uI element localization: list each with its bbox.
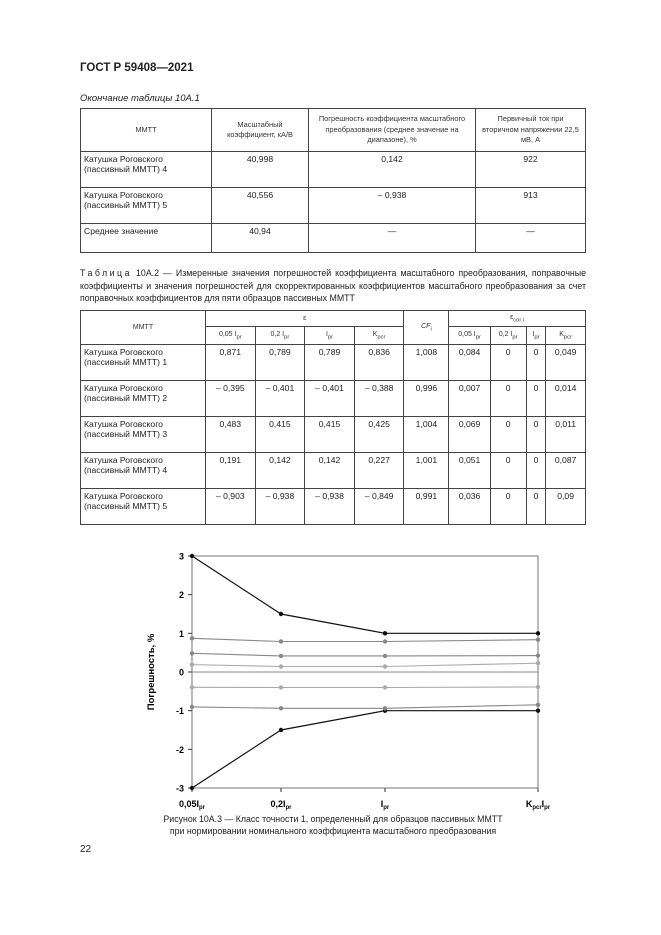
table-cell: 0,087: [546, 453, 586, 489]
table-cell: 0: [490, 417, 526, 453]
series-line: [192, 638, 538, 641]
table-cell: —: [476, 224, 586, 253]
x-tick-label: $0,05I_{pr}$: [178, 799, 206, 811]
table2-subheader: $I_{pr}$: [526, 327, 546, 345]
y-tick-label: -3: [175, 783, 184, 794]
table-cell: 0: [490, 381, 526, 417]
table-row: [81, 345, 586, 381]
table-cell: 913: [476, 188, 586, 224]
table-cell: 1,008: [404, 345, 449, 381]
table-10a1: [80, 108, 586, 253]
table-row: [81, 152, 586, 188]
y-tick-label: 3: [178, 551, 184, 562]
table-cell: 0,991: [404, 489, 449, 525]
table-cell: 0,142: [255, 453, 305, 489]
table2-title: [80, 267, 586, 305]
table-cell: – 0,938: [309, 188, 476, 224]
data-point: [190, 651, 194, 655]
table1-header: Масштабный коэффициент, кА/В: [212, 109, 309, 152]
data-point: [190, 554, 194, 558]
table-cell: 40,556: [212, 188, 309, 224]
table2-header-mmtt: ММТТ: [81, 311, 206, 345]
data-point: [279, 728, 283, 732]
table1-header: Погрешность коэффициента масштабного преобразования (среднее значение на диапазоне), %: [309, 109, 476, 152]
series-line: [192, 687, 538, 688]
data-point: [190, 705, 194, 709]
table-cell: – 0,388: [354, 381, 404, 417]
table-10a2: [80, 310, 586, 525]
table2-subheader: $K_{pcr}$: [546, 327, 586, 345]
document-header: ГОСТ Р 59408—2021: [80, 62, 194, 74]
table-cell: 0,836: [354, 345, 404, 381]
page-number: 22: [80, 844, 92, 855]
table-cell: 1,004: [404, 417, 449, 453]
table-cell: 0,789: [305, 345, 355, 381]
table-cell: Катушка Роговского (пассивный ММТТ) 2: [81, 381, 206, 417]
table2-title-text: 10А.2 — Измеренные значения погрешностей коэффициента масштабного преобразования, поправочные коэффициенты и значения погрешностей для скорректированных коэффициентов масштабного преобразования за счет поправочных коэффициентов для пяти образцов пассивных ММТТ: [80, 268, 586, 303]
table-row: [81, 453, 586, 489]
data-point: [279, 639, 283, 643]
data-point: [190, 786, 194, 790]
table2-header-eps: ε: [206, 311, 404, 327]
data-point: [536, 653, 540, 657]
table2-header-eps-cor: $\varepsilon_{cor i}$: [449, 311, 586, 327]
table-cell: 0,084: [449, 345, 490, 381]
data-point: [279, 706, 283, 710]
table-cell: 0,483: [206, 417, 256, 453]
table2-subheader: 0,2 $I_{pr}$: [490, 327, 526, 345]
table-cell: 0: [526, 453, 546, 489]
x-tick-label: $I_{pr}$: [380, 799, 390, 811]
data-point: [190, 662, 194, 666]
table-cell: 0,191: [206, 453, 256, 489]
data-point: [279, 685, 283, 689]
table-cell: – 0,938: [305, 489, 355, 525]
series-line: [192, 705, 538, 708]
figure-caption-line: Рисунок 10А.3 — Класс точности 1, определенный для образцов пассивных ММТТ: [163, 814, 503, 824]
y-tick-label: 1: [178, 628, 184, 639]
data-point: [536, 685, 540, 689]
data-point: [279, 664, 283, 668]
table-cell: —: [309, 224, 476, 253]
table-cell: 0,09: [546, 489, 586, 525]
table2-subheader: 0,2 $I_{pr}$: [255, 327, 305, 345]
table-cell: – 0,401: [305, 381, 355, 417]
table-cell: Катушка Роговского (пассивный ММТТ) 5: [81, 489, 206, 525]
data-point: [383, 706, 387, 710]
y-axis-label: Погрешность, %: [146, 633, 157, 711]
table-cell: 0,011: [546, 417, 586, 453]
data-point: [536, 637, 540, 641]
table-cell: 0: [526, 417, 546, 453]
table-cell: 0,036: [449, 489, 490, 525]
table-cell: Катушка Роговского (пассивный ММТТ) 4: [81, 152, 212, 188]
table-cell: 0,142: [309, 152, 476, 188]
table-cell: – 0,903: [206, 489, 256, 525]
table-cell: Среднее значение: [81, 224, 212, 253]
table2-subheader: $I_{pr}$: [305, 327, 355, 345]
data-point: [536, 708, 540, 712]
table-cell: 922: [476, 152, 586, 188]
data-point: [279, 654, 283, 658]
table-cell: 1,001: [404, 453, 449, 489]
data-point: [383, 654, 387, 658]
x-tick-label: $0,2I_{pr}$: [270, 799, 292, 811]
table2-subheader: $K_{pcr}$: [354, 327, 404, 345]
data-point: [536, 631, 540, 635]
table-cell: Катушка Роговского (пассивный ММТТ) 5: [81, 188, 212, 224]
data-point: [383, 664, 387, 668]
table-cell: 0,007: [449, 381, 490, 417]
table-cell: 0,425: [354, 417, 404, 453]
table-cell: 0: [490, 453, 526, 489]
table-cell: 40,998: [212, 152, 309, 188]
table-cell: 0,415: [255, 417, 305, 453]
table-cell: Катушка Роговского (пассивный ММТТ) 4: [81, 453, 206, 489]
table2-subheader: 0,05 $I_{pr}$: [449, 327, 490, 345]
data-point: [383, 639, 387, 643]
series-line: [192, 556, 538, 633]
table-cell: – 0,849: [354, 489, 404, 525]
table2-title-label: Таблица: [80, 268, 132, 278]
table2-header-cf: $CF_i$: [404, 311, 449, 345]
table-cell: 0,142: [305, 453, 355, 489]
table-cell: 0,415: [305, 417, 355, 453]
series-line: [192, 653, 538, 656]
y-tick-label: -2: [175, 744, 184, 755]
y-tick-label: 2: [178, 590, 184, 601]
table-cell: 0: [526, 345, 546, 381]
table-cell: Катушка Роговского (пассивный ММТТ) 1: [81, 345, 206, 381]
table2-subheader: 0,05 $I_{pr}$: [206, 327, 256, 345]
table-cell: 0: [490, 345, 526, 381]
data-point: [383, 685, 387, 689]
table-cell: 0,871: [206, 345, 256, 381]
table-cell: 0,789: [255, 345, 305, 381]
table1-caption: Окончание таблицы 10А.1: [80, 93, 200, 104]
table-cell: Катушка Роговского (пассивный ММТТ) 3: [81, 417, 206, 453]
table-cell: 0,049: [546, 345, 586, 381]
error-chart: [140, 548, 560, 813]
table-cell: 0,051: [449, 453, 490, 489]
data-point: [383, 631, 387, 635]
data-point: [279, 612, 283, 616]
x-tick-label: $K_{pcr}I_{pr}$: [525, 799, 551, 811]
table-row: [81, 381, 586, 417]
table-cell: – 0,938: [255, 489, 305, 525]
table-row: [81, 224, 586, 253]
table-cell: – 0,401: [255, 381, 305, 417]
table-cell: 0,069: [449, 417, 490, 453]
series-line: [192, 663, 538, 666]
table-cell: 0,014: [546, 381, 586, 417]
data-point: [536, 703, 540, 707]
table-row: [81, 188, 586, 224]
table-cell: – 0,395: [206, 381, 256, 417]
series-line: [192, 711, 538, 788]
table-cell: 0: [490, 489, 526, 525]
table-cell: 0,227: [354, 453, 404, 489]
table-row: [81, 417, 586, 453]
y-tick-label: -1: [175, 706, 184, 717]
table-cell: 40,94: [212, 224, 309, 253]
data-point: [536, 661, 540, 665]
figure-caption-line: при нормировании номинального коэффициента масштабного преобразования: [169, 826, 497, 836]
figure-caption: [80, 813, 586, 837]
table-cell: 0,996: [404, 381, 449, 417]
data-point: [190, 636, 194, 640]
table1-header: ММТТ: [81, 109, 212, 152]
table-cell: 0: [526, 381, 546, 417]
table-cell: 0: [526, 489, 546, 525]
data-point: [190, 685, 194, 689]
table1-header: Первичный ток при вторичном напряжении 22,5 мВ, А: [476, 109, 586, 152]
y-tick-label: 0: [178, 667, 184, 678]
table-row: [81, 489, 586, 525]
